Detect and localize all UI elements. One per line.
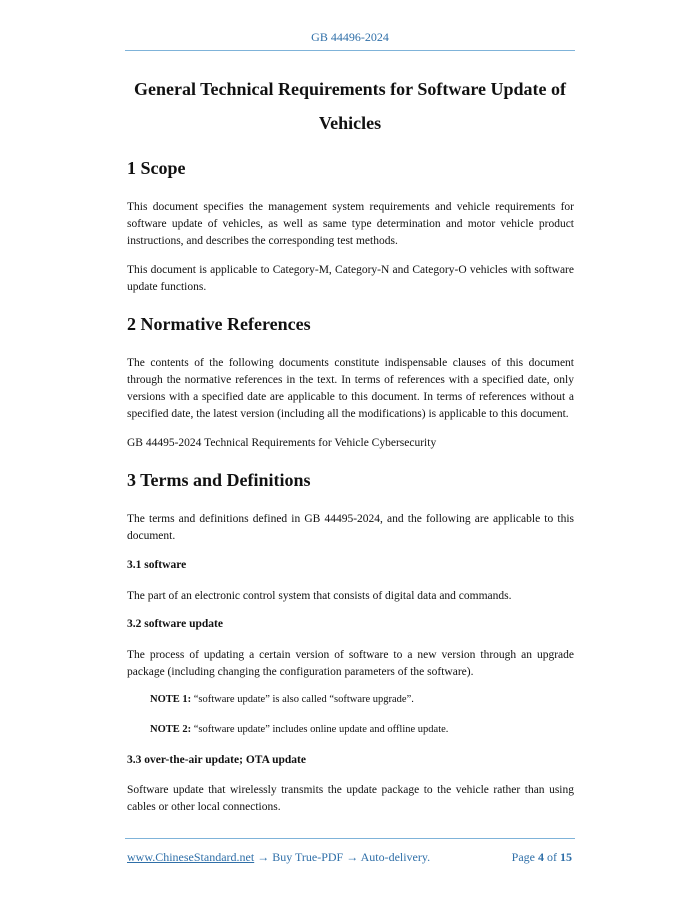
- note-1: [150, 694, 414, 705]
- note-1-label: NOTE 1:: [150, 694, 192, 705]
- header-divider: [125, 50, 575, 51]
- section-heading-terms: 3 Terms and Definitions: [127, 470, 311, 490]
- title-line-1: General Technical Requirements for Software Update of: [134, 79, 566, 99]
- page-indicator: [512, 850, 572, 865]
- page-current: 4: [538, 850, 544, 864]
- note-2-label: NOTE 2:: [150, 724, 192, 735]
- section-heading-scope: 1 Scope: [127, 158, 186, 178]
- term-3-1-heading: 3.1 software: [127, 559, 187, 571]
- term-3-2-heading: 3.2 software update: [127, 618, 223, 630]
- term-3-3-definition: Software update that wirelessly transmits the update package to the vehicle rather than using cables or other local connections.: [127, 784, 574, 813]
- note-2: [150, 724, 448, 735]
- note-1-text: “software update” is also called “software upgrade”.: [191, 694, 414, 705]
- header-doc-code: GB 44496-2024: [311, 30, 389, 44]
- term-3-1-definition: The part of an electronic control system that consists of digital data and commands.: [127, 590, 512, 602]
- document-title: [110, 72, 590, 140]
- scope-paragraph-2: This document is applicable to Category-M, Category-N and Category-O vehicles with software update functions.: [127, 264, 574, 293]
- term-3-2-definition: The process of updating a certain version of software to a new version through an upgrade package (including changing the configuration parameters of the software).: [127, 649, 574, 678]
- note-2-text: “software update” includes online update and offline update.: [191, 724, 449, 735]
- normative-reference-item: GB 44495-2024 Technical Requirements for Vehicle Cybersecurity: [127, 437, 437, 449]
- section-heading-normative-references: 2 Normative References: [127, 314, 311, 334]
- normative-paragraph-1: The contents of the following documents constitute indispensable clauses of this document through the normative references in the text. In terms of references with a specified date, only versions with a specified date are applicable to this document. In terms of references without a specified date, the latest version (including all the modifications) is applicable to this document.: [127, 357, 574, 420]
- title-line-2: Vehicles: [318, 113, 382, 133]
- term-3-3-heading: 3.3 over-the-air update; OTA update: [127, 754, 306, 766]
- page-total: 15: [560, 850, 572, 864]
- footer-promo-text: → Buy True-PDF → Auto-delivery.: [254, 850, 431, 864]
- footer-divider: [125, 838, 575, 839]
- page-label: Page: [511, 850, 535, 864]
- footer-website-link[interactable]: www.ChineseStandard.net: [127, 850, 255, 864]
- scope-paragraph-1: This document specifies the management system requirements and vehicle requirements for software update of vehicles, as well as same type determination and motor vehicle product instructions, and describes the corresponding test methods.: [127, 201, 574, 247]
- terms-intro-paragraph: The terms and definitions defined in GB 44495-2024, and the following are applicable to this document.: [127, 513, 574, 542]
- footer-promo: [127, 850, 430, 865]
- page-of: of: [547, 850, 557, 864]
